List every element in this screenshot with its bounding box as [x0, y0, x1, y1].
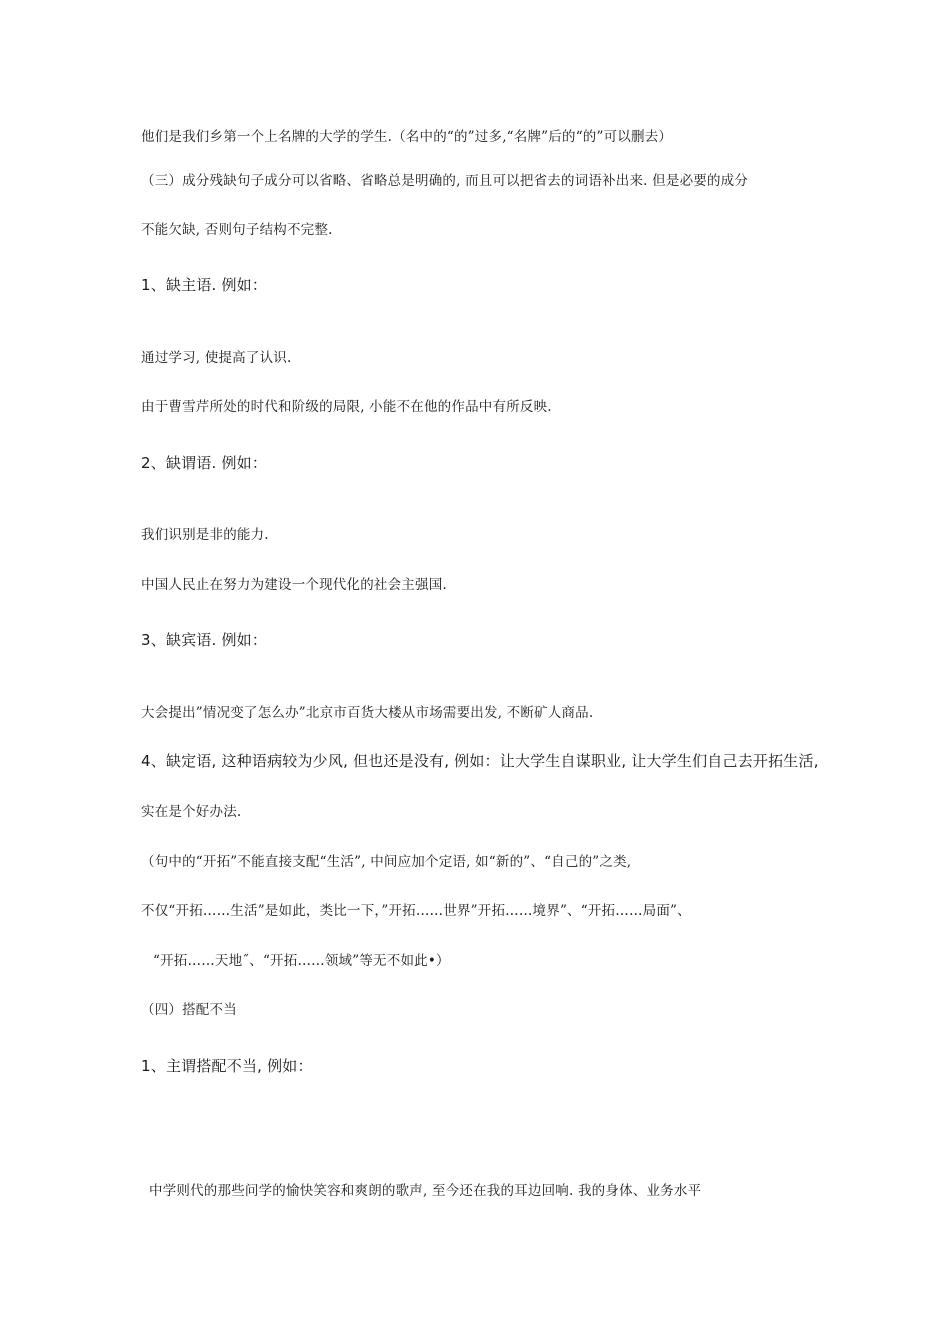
text-line: 他们是我们乡第一个上名牌的大学的学生.（名中的“的”过多,“名牌”后的“的”可以删去）	[141, 129, 673, 145]
text-line: 实在是个好办法.	[141, 804, 242, 820]
section-heading: 1、主谓搭配不当, 例如：	[141, 1057, 313, 1075]
section-heading: 2、缺谓语. 例如：	[141, 454, 268, 472]
text-line: “开拓……天地˝、“开拓……领域”等无不如此•）	[153, 953, 450, 969]
text-line: 不能欠缺, 否则句子结构不完整.	[141, 222, 333, 238]
text-line: 我们识别是非的能力.	[141, 527, 269, 543]
text-line: 通过学习, 使提高了认识.	[141, 350, 292, 366]
text-line: 大会提出”情况变了怎么办”北京市百货大楼从市场需要出发, 不断矿人商品.	[141, 705, 594, 721]
text-line: 中国人民止在努力为建设一个现代化的社会主强国.	[141, 577, 447, 593]
section-heading: （四）搭配不当	[141, 1002, 237, 1018]
text-line: （句中的“开拓”不能直接支配“生活”, 中间应加个定语, 如“新的”、“自己的”之类,	[141, 854, 632, 870]
section-heading: 3、缺宾语. 例如：	[141, 631, 268, 649]
section-heading: 4、缺定语, 这种语病较为少风, 但也还是没有, 例如：让大学生自谋职业, 让大学生们自己去开拓生活,	[141, 752, 819, 770]
text-line: 不仅“开拓……生活”是如此，类比一下，”开拓……世界”开拓……境界”、“开拓……局面”、	[141, 903, 691, 919]
text-line: 由于曹雪芹所处的时代和阶级的局限, 小能不在他的作品中有所反映.	[141, 399, 552, 415]
section-heading: 1、缺主语. 例如：	[141, 276, 268, 294]
text-line: （三）成分残缺句子成分可以省略、省略总是明确的, 而且可以把省去的词语补出来. 但是必要的成分	[141, 173, 749, 189]
text-line: 中学则代的那些问学的愉快笑容和爽朗的歌声, 至今还在我的耳边回响. 我的身体、业务水平	[149, 1183, 702, 1199]
